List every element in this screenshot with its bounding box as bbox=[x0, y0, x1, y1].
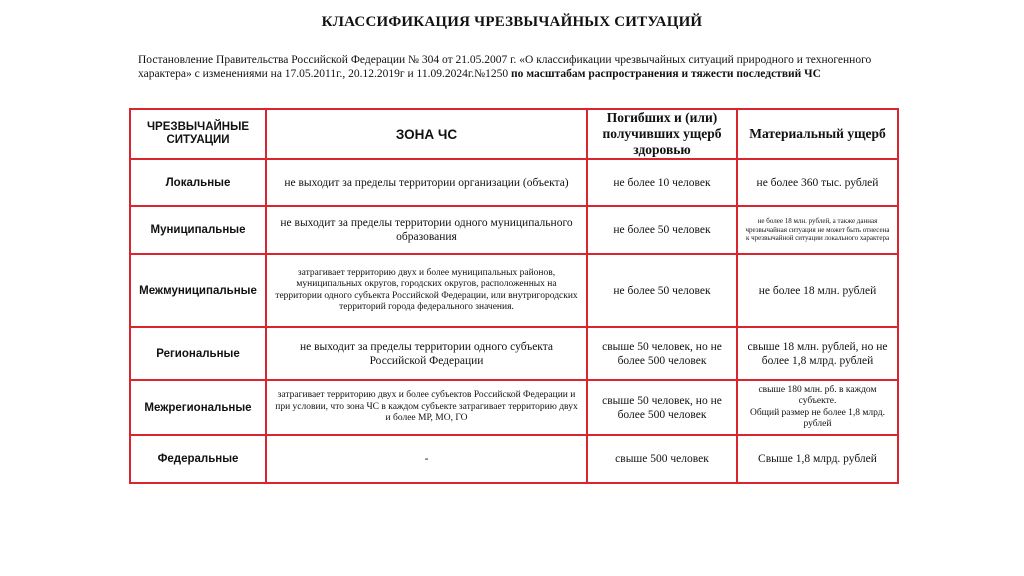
table-header-row bbox=[130, 109, 898, 159]
row-category: Межмуниципальные bbox=[130, 254, 266, 327]
document-subtitle bbox=[138, 53, 898, 81]
row-casualties: не более 50 человек bbox=[587, 254, 737, 327]
header-damage: Материальный ущерб bbox=[737, 109, 898, 159]
page-title: КЛАССИФИКАЦИЯ ЧРЕЗВЫЧАЙНЫХ СИТУАЦИЙ bbox=[321, 14, 703, 30]
table-row bbox=[130, 327, 898, 380]
header-zone: ЗОНА ЧС bbox=[266, 109, 587, 159]
table-row bbox=[130, 435, 898, 483]
row-zone: затрагивает территорию двух и более муниципальных районов, муниципальных округов, городских округов, расположенных на территории одного субъекта Российской Федерации, или внутригородских территорий города федерального значения. bbox=[266, 254, 587, 327]
row-damage: не более 18 млн. рублей, а также данная чрезвычайная ситуация не может быть отнесена к чрезвычайной ситуации локального характера bbox=[737, 206, 898, 254]
row-category: Федеральные bbox=[130, 435, 266, 483]
classification-table bbox=[129, 108, 899, 484]
row-casualties: свыше 50 человек, но не более 500 человек bbox=[587, 327, 737, 380]
table-row bbox=[130, 159, 898, 206]
table-row bbox=[130, 206, 898, 254]
row-damage: не более 18 млн. рублей bbox=[737, 254, 898, 327]
row-category: Региональные bbox=[130, 327, 266, 380]
row-zone: не выходит за пределы территории организации (объекта) bbox=[266, 159, 587, 206]
row-category: Локальные bbox=[130, 159, 266, 206]
row-casualties: свыше 50 человек, но не более 500 человек bbox=[587, 380, 737, 435]
row-zone: - bbox=[266, 435, 587, 483]
header-situations: ЧРЕЗВЫЧАЙНЫЕ СИТУАЦИИ bbox=[130, 109, 266, 159]
row-zone: не выходит за пределы территории одного субъекта Российской Федерации bbox=[266, 327, 587, 380]
row-zone: затрагивает территорию двух и более субъектов Российской Федерации и при условии, что зона ЧС в каждом субъекте затрагивает территорию двух и более МР, МО, ГО bbox=[266, 380, 587, 435]
table-row bbox=[130, 380, 898, 435]
row-casualties: не более 50 человек bbox=[587, 206, 737, 254]
row-damage: не более 360 тыс. рублей bbox=[737, 159, 898, 206]
row-casualties: не более 10 человек bbox=[587, 159, 737, 206]
table-row bbox=[130, 254, 898, 327]
row-category: Межрегиональные bbox=[130, 380, 266, 435]
header-casualties: Погибших и (или) получивших ущерб здоровью bbox=[587, 109, 737, 159]
row-zone: не выходит за пределы территории одного муниципального образования bbox=[266, 206, 587, 254]
row-casualties: свыше 500 человек bbox=[587, 435, 737, 483]
row-damage: свыше 18 млн. рублей, но не более 1,8 млрд. рублей bbox=[737, 327, 898, 380]
row-damage-line2: Общий размер не более 1,8 млрд. рублей bbox=[749, 407, 885, 429]
row-damage bbox=[737, 380, 898, 435]
row-damage: Свыше 1,8 млрд. рублей bbox=[737, 435, 898, 483]
subtitle-text: Постановление Правительства Российской Федерации № 304 от 21.05.2007 г. «О классификации чрезвычайных ситуаций природного и техногенного характера» с изменениями на 17.05.2011г., 20.12.2019г и 11.09.2024г.№1250 bbox=[138, 54, 872, 80]
row-category: Муниципальные bbox=[130, 206, 266, 254]
row-damage-line1: свыше 180 млн. рб. в каждом субъекте. bbox=[758, 384, 877, 406]
subtitle-bold-text: по масштабам распространения и тяжести последствий ЧС bbox=[511, 68, 821, 80]
